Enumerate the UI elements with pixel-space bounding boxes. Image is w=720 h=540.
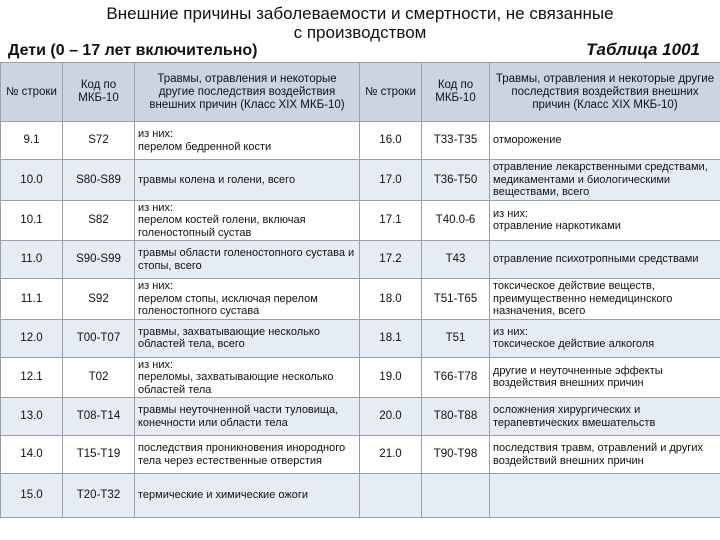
icd-code-left: T00-T07 xyxy=(63,319,135,357)
row-number-right: 17.1 xyxy=(360,200,422,241)
icd-code-left: S72 xyxy=(63,122,135,160)
subtitle: Дети (0 – 17 лет включительно) xyxy=(8,42,258,59)
description-text: перелом бедренной кости xyxy=(138,140,272,153)
description-text: травмы колена и голени, всего xyxy=(138,173,296,186)
description-right xyxy=(490,474,720,518)
description-text: переломы, захватывающие несколько областей тела xyxy=(138,371,334,396)
table-row xyxy=(1,398,720,436)
description-text: отравление наркотиками xyxy=(493,220,621,233)
description-left xyxy=(135,200,360,241)
title-line-1: Внешние причины заболеваемости и смертности, не связанные xyxy=(106,4,614,23)
table-row xyxy=(1,160,720,201)
row-number-left: 11.0 xyxy=(1,241,63,279)
description-right xyxy=(490,436,720,474)
description-left xyxy=(135,122,360,160)
description-right xyxy=(490,200,720,241)
icd-code-left: T15-T19 xyxy=(63,436,135,474)
row-number-right: 20.0 xyxy=(360,398,422,436)
table-header-row xyxy=(1,63,720,122)
description-text: травмы области голеностопного сустава и стопы, всего xyxy=(138,247,355,272)
description-right xyxy=(490,279,720,320)
description-left xyxy=(135,474,360,518)
data-table xyxy=(0,62,720,518)
row-number-left: 15.0 xyxy=(1,474,63,518)
row-number-right: 18.1 xyxy=(360,319,422,357)
description-text: отравление лекарственными средствами, медикаментами и биологическими веществами, всего xyxy=(493,161,708,198)
icd-code-left: S90-S99 xyxy=(63,241,135,279)
table-row xyxy=(1,474,720,518)
description-right xyxy=(490,122,720,160)
icd-code-left: S92 xyxy=(63,279,135,320)
table-row xyxy=(1,279,720,320)
table-number: Таблица 1001 xyxy=(586,40,700,59)
description-text: перелом стопы, исключая перелом голеностопного сустава xyxy=(138,292,318,317)
title-line-2: с производством xyxy=(293,23,427,42)
row-number-right: 19.0 xyxy=(360,357,422,398)
icd-code-right: T51 xyxy=(422,319,490,357)
col-header-row-number-right: № строки xyxy=(360,63,422,122)
table-row xyxy=(1,241,720,279)
description-left xyxy=(135,160,360,201)
icd-code-right: T40.0-6 xyxy=(422,200,490,241)
description-text: токсическое действие алкоголя xyxy=(493,338,655,350)
icd-code-right xyxy=(422,474,490,518)
row-number-left: 12.0 xyxy=(1,319,63,357)
col-header-row-number-left: № строки xyxy=(1,63,63,122)
table-row xyxy=(1,436,720,474)
icd-code-left: S80-S89 xyxy=(63,160,135,201)
col-header-code-right: Код по МКБ-10 xyxy=(422,63,490,122)
table-row xyxy=(1,200,720,241)
row-number-left: 12.1 xyxy=(1,357,63,398)
row-number-left: 14.0 xyxy=(1,436,63,474)
description-text: травмы неуточненной части туловища, конечности или области тела xyxy=(138,404,339,429)
description-left xyxy=(135,241,360,279)
description-left xyxy=(135,279,360,320)
description-left xyxy=(135,357,360,398)
icd-code-right: T43 xyxy=(422,241,490,279)
icd-code-left: T08-T14 xyxy=(63,398,135,436)
description-right xyxy=(490,398,720,436)
row-number-right: 17.2 xyxy=(360,241,422,279)
row-number-right: 18.0 xyxy=(360,279,422,320)
description-right xyxy=(490,241,720,279)
description-text: травмы, захватывающие несколько областей тела, всего xyxy=(138,325,320,350)
row-number-right: 16.0 xyxy=(360,122,422,160)
description-right xyxy=(490,160,720,201)
description-prefix: из них: xyxy=(138,280,174,292)
table-row xyxy=(1,319,720,357)
icd-code-right: T90-T98 xyxy=(422,436,490,474)
row-number-left: 9.1 xyxy=(1,122,63,160)
description-right xyxy=(490,357,720,398)
icd-code-right: T33-T35 xyxy=(422,122,490,160)
col-header-code-left: Код по МКБ-10 xyxy=(63,63,135,122)
description-left xyxy=(135,398,360,436)
description-prefix: из них: xyxy=(493,325,529,338)
table-row xyxy=(1,122,720,160)
icd-code-left: S82 xyxy=(63,200,135,241)
row-number-left: 10.1 xyxy=(1,200,63,241)
description-text: последствия травм, отравлений и других воздействий внешних причин xyxy=(493,442,703,467)
row-number-right xyxy=(360,474,422,518)
row-number-left: 13.0 xyxy=(1,398,63,436)
icd-code-left: T20-T32 xyxy=(63,474,135,518)
col-header-description-right: Травмы, отравления и некоторые другие последствия воздействия внешних причин (Класс XIX МКБ-10) xyxy=(490,63,720,122)
description-text: термические и химические ожоги xyxy=(138,489,308,502)
description-text: перелом костей голени, включая голеностопный сустав xyxy=(138,214,306,239)
icd-code-left: T02 xyxy=(63,357,135,398)
description-left xyxy=(135,319,360,357)
description-prefix: из них: xyxy=(138,201,174,214)
description-text: последствия проникновения инородного тела через естественные отверстия xyxy=(138,442,346,467)
icd-code-right: T51-T65 xyxy=(422,279,490,320)
description-text: токсическое действие веществ, преимущественно немедицинского назначения, всего xyxy=(493,280,673,317)
description-text: другие и неуточненные эффекты воздействия внешних причин xyxy=(493,364,663,390)
description-text: осложнения хирургических и терапевтических вмешательств xyxy=(493,404,656,429)
description-text: отморожение xyxy=(493,134,562,147)
description-prefix: из них: xyxy=(493,207,529,220)
description-right xyxy=(490,319,720,357)
col-header-description-left: Травмы, отравления и некоторые другие последствия воздействия внешних причин (Класс XIX МКБ-10) xyxy=(135,63,360,122)
description-left xyxy=(135,436,360,474)
row-number-left: 11.1 xyxy=(1,279,63,320)
document-title xyxy=(60,4,660,42)
icd-code-right: T36-T50 xyxy=(422,160,490,201)
row-number-right: 21.0 xyxy=(360,436,422,474)
row-number-right: 17.0 xyxy=(360,160,422,201)
description-text: отравление психотропными средствами xyxy=(493,253,699,266)
icd-code-right: T80-T88 xyxy=(422,398,490,436)
icd-code-right: T66-T78 xyxy=(422,357,490,398)
table-row xyxy=(1,357,720,398)
description-prefix: из них: xyxy=(138,128,174,140)
description-prefix: из них: xyxy=(138,358,174,371)
row-number-left: 10.0 xyxy=(1,160,63,201)
